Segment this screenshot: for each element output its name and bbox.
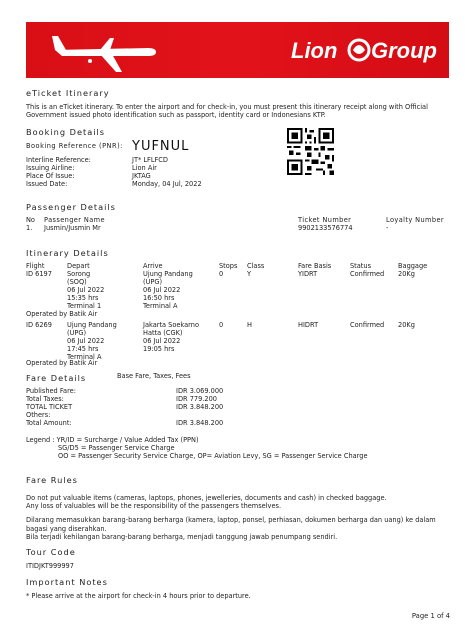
- fare-heading: Fare Details: [26, 373, 87, 383]
- col-class: Class: [247, 262, 265, 270]
- header-banner: [26, 22, 449, 78]
- flight-1-depart-terminal: Terminal 1: [67, 302, 102, 310]
- flight-1-arrive-time: 16:50 hrs: [143, 294, 175, 302]
- col-ticket-number: Ticket Number: [298, 216, 352, 224]
- airline-value: Lion Air: [132, 164, 157, 172]
- flight-2-depart-terminal: Terminal A: [67, 353, 102, 361]
- total-taxes-label: Total Taxes:: [26, 395, 64, 403]
- issued-date-label: Issued Date:: [26, 180, 68, 188]
- flight-1-arrive-city: Ujung Pandang: [143, 270, 193, 278]
- flight-1-depart-city: Sorong: [67, 270, 91, 278]
- lion-group-logo: [289, 32, 439, 68]
- rules-line-3: Dilarang memasukkan barang-barang berharga (kamera, laptop, ponsel, perhiasan, dokumen berharga dan uang) ke dalam: [26, 516, 436, 524]
- total-ticket-value: IDR 3.848.200: [176, 403, 224, 411]
- flight-2-status: Confirmed: [350, 321, 385, 329]
- flight-1-arrive-code: (UPG): [143, 278, 163, 286]
- intro-line-1: This is an eTicket itinerary. To enter the airport and for check-in, you must present this itinerary receipt along with Official: [26, 103, 428, 111]
- flight-1-arrive-date: 06 Jul 2022: [143, 286, 181, 294]
- tour-code-value: ITIDJKT999997: [26, 562, 74, 570]
- issued-date-value: Monday, 04 Jul, 2022: [132, 180, 202, 188]
- flight-1-fare-basis: YIDRT: [298, 270, 318, 278]
- svg-text:Lion: Lion: [291, 38, 338, 63]
- airplane-icon: [50, 28, 160, 78]
- flight-2-baggage: 20Kg: [398, 321, 415, 329]
- col-stops: Stops: [219, 262, 238, 270]
- interline-label: Interline Reference:: [26, 156, 91, 164]
- flight-1-depart-time: 15:35 hrs: [67, 294, 99, 302]
- others-label: Others:: [26, 411, 51, 419]
- pnr-label: Booking Reference (PNR):: [26, 142, 123, 150]
- place-value: JKTAG: [132, 172, 151, 180]
- place-label: Place Of Issue:: [26, 172, 75, 180]
- flight-2-class: H: [247, 321, 252, 329]
- flight-1-baggage: 20Kg: [398, 270, 415, 278]
- flight-2-number: ID 6269: [26, 321, 52, 329]
- passenger-no: 1.: [26, 224, 33, 232]
- rules-line-5: Bila terjadi kehilangan barang-barang berharga, menjadi tanggung jawab penumpang sendiri.: [26, 533, 338, 541]
- col-arrive: Arrive: [143, 262, 163, 270]
- passenger-heading: Passenger Details: [26, 202, 116, 212]
- col-flight: Flight: [26, 262, 45, 270]
- svg-text:Group: Group: [371, 38, 437, 63]
- intro-line-2: Government issued photo identification such as passport, identity card or Indonesians KTP.: [26, 111, 326, 119]
- flight-1-status: Confirmed: [350, 270, 385, 278]
- total-taxes-value: IDR 779.200: [176, 395, 217, 403]
- pnr-value: YUFNUL: [132, 139, 190, 154]
- flight-2-stops: 0: [219, 321, 224, 329]
- airline-label: Issuing Airline:: [26, 164, 75, 172]
- flight-1-stops: 0: [219, 270, 224, 278]
- tour-code-heading: Tour Code: [26, 547, 76, 557]
- flight-1-arrive-terminal: Terminal A: [143, 302, 178, 310]
- total-amount-label: Total Amount:: [26, 419, 72, 427]
- loyalty-number: -: [386, 224, 389, 232]
- published-fare-label: Published Fare:: [26, 387, 76, 395]
- flight-2-depart-code: (UPG): [67, 329, 87, 337]
- flight-2-arrive-time: 19:05 hrs: [143, 345, 175, 353]
- flight-1-depart-code: (SOQ): [67, 278, 87, 286]
- rules-line-4: bagasi yang diserahkan.: [26, 525, 107, 533]
- legend-line-2: SG/D5 = Passenger Service Charge: [58, 444, 175, 452]
- important-notes-heading: Important Notes: [26, 577, 108, 587]
- flight-1-number: ID 6197: [26, 270, 52, 278]
- col-passenger-name: Passenger Name: [44, 216, 105, 224]
- itinerary-heading: Itinerary Details: [26, 248, 109, 258]
- important-note-1: * Please arrive at the airport for check-in 4 hours prior to departure.: [26, 592, 251, 600]
- flight-1-operated-by: Operated by Batik Air: [26, 310, 98, 318]
- rules-line-2: Any loss of valuables will be the responsibility of the passengers themselves.: [26, 502, 282, 510]
- page-number: Page 1 of 4: [411, 612, 450, 620]
- col-fare-basis: Fare Basis: [298, 262, 332, 270]
- col-status: Status: [350, 262, 372, 270]
- flight-2-fare-basis: HIDRT: [298, 321, 319, 329]
- interline-value: JT* LFLFCD: [132, 156, 168, 164]
- flight-2-depart-city: Ujung Pandang: [67, 321, 117, 329]
- flight-1-class: Y: [247, 270, 252, 278]
- legend-line-1: Legend : YR/ID = Surcharge / Value Added Tax (PPN): [26, 436, 199, 444]
- passenger-name: Jusmin/Jusmin Mr: [44, 224, 101, 232]
- total-ticket-label: TOTAL TICKET: [26, 403, 73, 411]
- col-no: No: [26, 216, 35, 224]
- flight-2-operated-by: Operated by Batik Air: [26, 359, 98, 367]
- published-fare-value: IDR 3.069.000: [176, 387, 224, 395]
- fare-rules-heading: Fare Rules: [26, 475, 78, 485]
- flight-2-depart-date: 06 Jul 2022: [67, 337, 105, 345]
- flight-2-arrive-city: Jakarta Soekarno: [143, 321, 199, 329]
- col-depart: Depart: [67, 262, 90, 270]
- flight-1-depart-date: 06 Jul 2022: [67, 286, 105, 294]
- flight-2-arrive-code: Hatta (CGK): [143, 329, 183, 337]
- flight-2-depart-time: 17:45 hrs: [67, 345, 99, 353]
- col-baggage: Baggage: [398, 262, 428, 270]
- total-amount-value: IDR 3.848.200: [176, 419, 224, 427]
- booking-heading: Booking Details: [26, 127, 106, 137]
- fare-subheading: Base Fare, Taxes, Fees: [117, 372, 191, 380]
- flight-2-arrive-date: 06 Jul 2022: [143, 337, 181, 345]
- document-title: eTicket Itinerary: [26, 88, 110, 98]
- legend-line-3: OO = Passenger Security Service Charge, OP= Aviation Levy, SG = Passenger Service Charge: [58, 452, 368, 460]
- qr-code: [287, 128, 334, 175]
- col-loyalty-number: Loyalty Number: [386, 216, 445, 224]
- ticket-number: 9902133576774: [298, 224, 353, 232]
- rules-line-1: Do not put valuable items (cameras, laptops, phones, jewelleries, documents and cash) in checked baggage.: [26, 494, 387, 502]
